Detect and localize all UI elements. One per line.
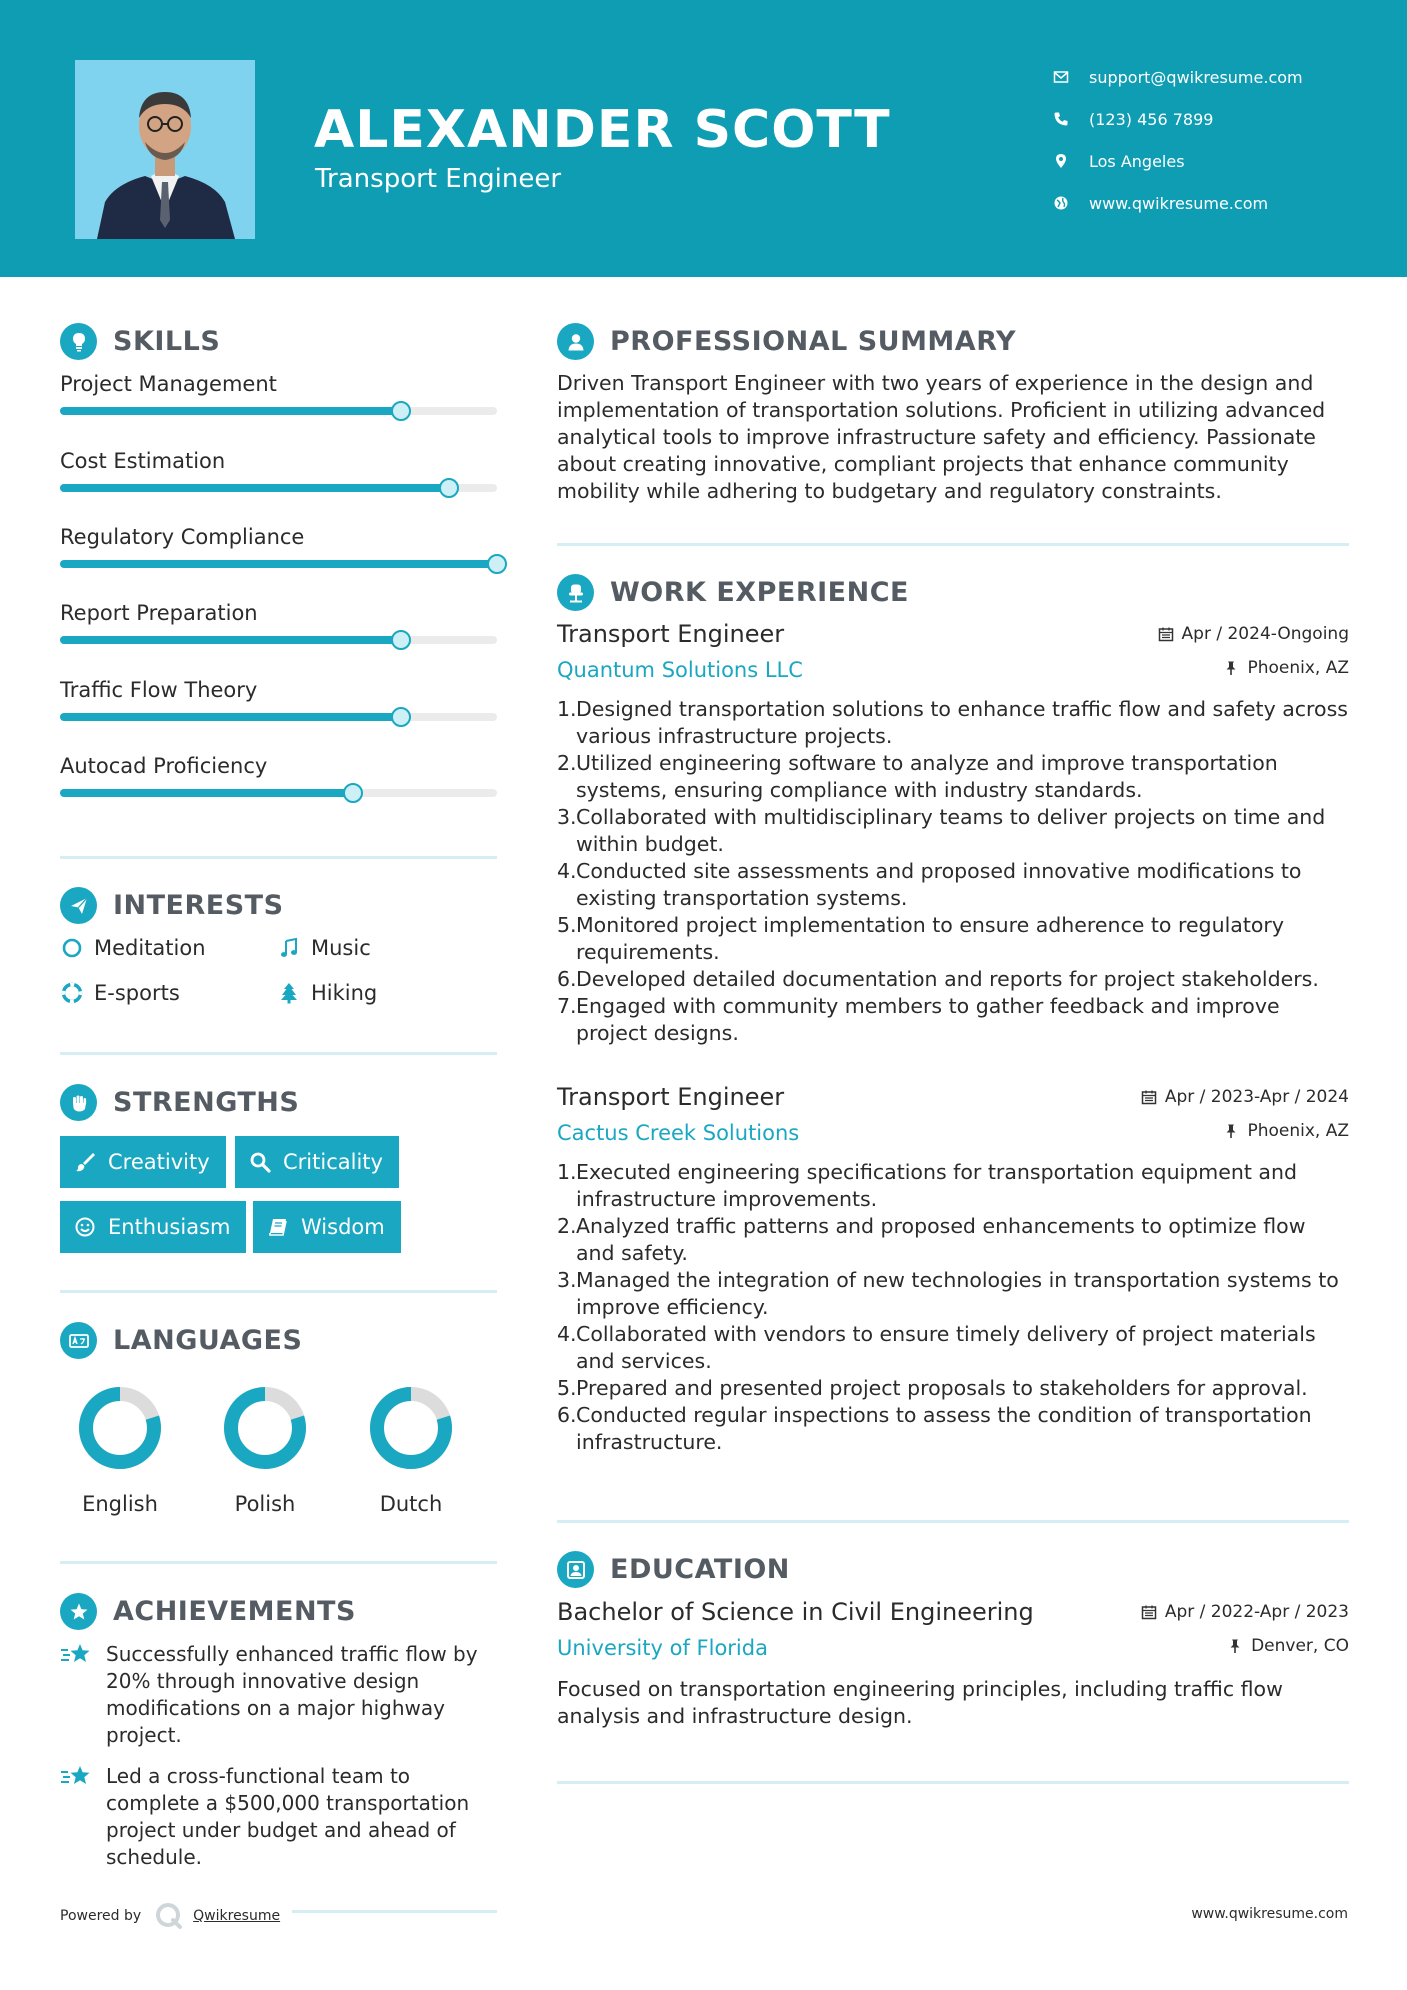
tree-icon (277, 981, 301, 1005)
bullet-text: Engaged with community members to gather feedback and improve project designs. (576, 994, 1280, 1045)
section-divider (60, 1290, 497, 1293)
resume-header (0, 0, 1407, 277)
job-bullet (557, 1402, 1349, 1456)
shooting-star-icon (60, 1763, 94, 1793)
interest-item (60, 981, 180, 1005)
skill-name: Regulatory Compliance (60, 525, 305, 549)
section-divider (557, 1520, 1349, 1523)
job-bullet (557, 912, 1349, 966)
education-degree: Bachelor of Science in Civil Engineering (557, 1598, 1034, 1626)
qwikresume-logo-icon (153, 1900, 185, 1932)
summary-heading (557, 323, 1016, 360)
interest-item (277, 981, 377, 1005)
bullet-number: 3. (557, 805, 577, 829)
job-bullet (557, 1267, 1349, 1321)
skill-name: Traffic Flow Theory (60, 678, 258, 702)
skills-heading (60, 323, 220, 360)
graduate-icon (557, 1551, 594, 1588)
job-bullet (557, 1375, 1349, 1402)
smiley-icon (74, 1216, 96, 1238)
strengths-heading (60, 1084, 299, 1121)
achievements-heading-label: ACHIEVEMENTS (113, 1596, 356, 1627)
bullet-number: 4. (557, 859, 577, 883)
languages-heading (60, 1322, 302, 1359)
job-bullet (557, 858, 1349, 912)
achievement-item (60, 1763, 500, 1871)
skill-bar-fill (60, 636, 401, 644)
bullet-number: 7. (557, 994, 577, 1018)
job-company: Cactus Creek Solutions (557, 1121, 800, 1145)
education-date (1141, 1602, 1349, 1622)
circle-icon (60, 936, 84, 960)
pushpin-icon (1223, 1123, 1239, 1139)
strength-badge (60, 1136, 226, 1188)
job-date-text: Apr / 2024-Ongoing (1181, 624, 1349, 644)
bullet-text: Developed detailed documentation and reports for project stakeholders. (576, 967, 1319, 991)
interest-label: Meditation (94, 936, 206, 960)
bullet-text: Prepared and presented project proposals to stakeholders for approval. (576, 1376, 1308, 1400)
powered-by (60, 1900, 280, 1932)
job-entry (557, 620, 1349, 1047)
skill-bar-knob (391, 630, 411, 650)
bullet-number: 2. (557, 1214, 577, 1238)
skill-bar-knob (391, 707, 411, 727)
education-school: University of Florida (557, 1636, 768, 1660)
job-bullet (557, 1213, 1349, 1267)
job-entry (557, 1083, 1349, 1456)
education-heading-label: EDUCATION (610, 1554, 790, 1585)
map-marker-icon (1053, 153, 1069, 169)
star-badge-icon (60, 1593, 97, 1630)
bullet-text: Conducted regular inspections to assess the condition of transportation infrastructure. (576, 1403, 1312, 1454)
education-description: Focused on transportation engineering principles, including traffic flow analysis and infrastructure design. (557, 1677, 1283, 1728)
globe-icon (1053, 195, 1069, 211)
achievement-item (60, 1641, 500, 1749)
language-proficiency-ring (221, 1384, 309, 1472)
job-date-text: Apr / 2023-Apr / 2024 (1164, 1087, 1349, 1107)
skill-item (60, 678, 497, 702)
skill-bar (60, 713, 497, 721)
language-name: Polish (234, 1492, 296, 1516)
skill-item (60, 754, 497, 778)
strength-label: Criticality (283, 1150, 383, 1174)
skill-bar-fill (60, 713, 401, 721)
language-item (195, 1384, 335, 1516)
job-bullet (557, 696, 1349, 750)
education-location (1227, 1636, 1349, 1656)
strength-badge (235, 1136, 399, 1188)
job-location (1223, 1121, 1349, 1141)
bullet-text: Monitored project implementation to ensure adherence to regulatory requirements. (576, 913, 1284, 964)
interests-heading (60, 887, 284, 924)
bullet-text: Analyzed traffic patterns and proposed enhancements to optimize flow and safety. (576, 1214, 1306, 1265)
skill-name: Cost Estimation (60, 449, 226, 473)
strength-label: Enthusiasm (108, 1215, 231, 1239)
calendar-icon (1158, 626, 1174, 642)
job-bullet-list (557, 696, 1349, 1047)
contact-email-text: support@qwikresume.com (1089, 67, 1303, 87)
paper-plane-icon (60, 887, 97, 924)
language-proficiency-ring (367, 1384, 455, 1472)
shooting-star-icon (60, 1641, 94, 1671)
section-divider (60, 1052, 497, 1055)
job-bullet (557, 1321, 1349, 1375)
interest-label: Music (311, 936, 371, 960)
skill-name: Report Preparation (60, 601, 258, 625)
book-icon (267, 1216, 289, 1238)
bullet-text: Collaborated with multidisciplinary teams to deliver projects on time and within budget. (576, 805, 1326, 856)
skill-bar-knob (343, 783, 363, 803)
experience-heading-label: WORK EXPERIENCE (610, 577, 909, 608)
language-proficiency-ring (76, 1384, 164, 1472)
interest-label: E-sports (94, 981, 180, 1005)
qwikresume-link[interactable]: Qwikresume (193, 1908, 281, 1924)
job-location-text: Phoenix, AZ (1247, 658, 1349, 678)
interest-item (277, 936, 371, 960)
footer-url[interactable]: www.qwikresume.com (1191, 1906, 1348, 1922)
powered-by-label: Powered by (60, 1908, 142, 1924)
skill-bar-fill (60, 560, 497, 568)
bullet-number: 1. (557, 697, 577, 721)
education-date-text: Apr / 2022-Apr / 2023 (1164, 1602, 1349, 1622)
contact-phone-text: (123) 456 7899 (1089, 109, 1214, 129)
pushpin-icon (1227, 1638, 1243, 1654)
education-location-text: Denver, CO (1251, 1636, 1349, 1656)
contact-phone[interactable] (1053, 98, 1303, 140)
interest-label: Hiking (311, 981, 378, 1005)
job-company: Quantum Solutions LLC (557, 658, 803, 682)
language-item (341, 1384, 481, 1516)
job-date (1141, 1087, 1349, 1107)
skill-bar-knob (487, 554, 507, 574)
contact-location-text: Los Angeles (1089, 151, 1185, 171)
job-bullet-list (557, 1159, 1349, 1456)
bullet-text: Designed transportation solutions to enhance traffic flow and safety across various infrastructure projects. (576, 697, 1348, 748)
person-portrait-image (75, 60, 255, 239)
music-note-icon (277, 936, 301, 960)
bullet-number: 5. (557, 1376, 577, 1400)
education-entry (557, 1598, 1349, 1730)
job-location (1223, 658, 1349, 678)
bullet-number: 5. (557, 913, 577, 937)
languages-heading-label: LANGUAGES (113, 1325, 303, 1356)
pushpin-icon (1223, 660, 1239, 676)
skill-bar (60, 789, 497, 797)
achievement-text: Successfully enhanced traffic flow by 20% through innovative design modifications on a major highway project. (106, 1642, 478, 1747)
summary-text: Driven Transport Engineer with two years of experience in the design and implementation of transportation solutions. Proficient in utilizing advanced analytical tools to improve infrastructure safety and efficiency. Passionate about creating innovative, compliant projects that enhance community mobility while adhering to budgetary and regulatory constraints. (557, 371, 1326, 503)
section-divider (557, 543, 1349, 546)
raised-fist-icon (60, 1084, 97, 1121)
strength-label: Wisdom (301, 1215, 385, 1239)
paintbrush-icon (74, 1151, 96, 1173)
skill-bar (60, 484, 497, 492)
contact-website-text: www.qwikresume.com (1089, 193, 1269, 213)
job-location-text: Phoenix, AZ (1247, 1121, 1349, 1141)
language-name: Dutch (379, 1492, 443, 1516)
skill-item (60, 525, 497, 549)
experience-heading (557, 574, 909, 611)
achievement-text: Led a cross-functional team to complete a $500,000 transportation project under budget and ahead of schedule. (106, 1764, 470, 1869)
section-divider (60, 856, 497, 859)
bullet-text: Conducted site assessments and proposed innovative modifications to existing transportation systems. (576, 859, 1302, 910)
job-bullet (557, 993, 1349, 1047)
calendar-icon (1141, 1089, 1157, 1105)
phone-icon (1053, 111, 1069, 127)
strengths-heading-label: STRENGTHS (113, 1087, 300, 1118)
candidate-name: ALEXANDER SCOTT (314, 100, 891, 160)
job-bullet (557, 804, 1349, 858)
skill-bar (60, 407, 497, 415)
job-bullet (557, 966, 1349, 993)
strength-label: Creativity (108, 1150, 210, 1174)
interests-heading-label: INTERESTS (113, 890, 284, 921)
achievements-heading (60, 1593, 356, 1630)
strength-badge (60, 1201, 246, 1253)
contact-list (1053, 56, 1303, 224)
office-chair-icon (557, 574, 594, 611)
contact-email[interactable] (1053, 56, 1303, 98)
skill-bar-fill (60, 484, 449, 492)
job-date (1158, 624, 1349, 644)
bullet-number: 6. (557, 1403, 577, 1427)
candidate-title: Transport Engineer (315, 164, 562, 194)
skills-heading-label: SKILLS (113, 326, 221, 357)
lightbulb-icon (60, 323, 97, 360)
user-icon (557, 323, 594, 360)
bullet-number: 2. (557, 751, 577, 775)
job-bullet (557, 1159, 1349, 1213)
summary-heading-label: PROFESSIONAL SUMMARY (610, 326, 1017, 357)
job-title: Transport Engineer (557, 1083, 785, 1111)
language-icon (60, 1322, 97, 1359)
bullet-text: Collaborated with vendors to ensure timely delivery of project materials and services. (576, 1322, 1316, 1373)
skill-item (60, 372, 497, 396)
contact-website[interactable] (1053, 182, 1303, 224)
bullet-number: 3. (557, 1268, 577, 1292)
skill-item (60, 601, 497, 625)
footer-line (292, 1910, 497, 1913)
bullet-text: Executed engineering specifications for transportation equipment and infrastructure improvements. (576, 1160, 1297, 1211)
bullet-text: Utilized engineering software to analyze and improve transportation systems, ensuring compliance with industry standards. (576, 751, 1278, 802)
section-divider (557, 1781, 1349, 1784)
bullet-number: 1. (557, 1160, 577, 1184)
job-title: Transport Engineer (557, 620, 785, 648)
section-divider (60, 1561, 497, 1564)
skill-item (60, 449, 497, 473)
magnifier-icon (249, 1151, 271, 1173)
bullet-number: 4. (557, 1322, 577, 1346)
language-item (50, 1384, 190, 1516)
calendar-icon (1141, 1604, 1157, 1620)
job-bullet (557, 750, 1349, 804)
lifebuoy-icon (60, 981, 84, 1005)
skill-bar (60, 636, 497, 644)
profile-photo (75, 60, 255, 239)
interest-item (60, 936, 206, 960)
skill-bar-fill (60, 407, 401, 415)
contact-location (1053, 140, 1303, 182)
language-name: English (82, 1492, 158, 1516)
skill-bar-fill (60, 789, 353, 797)
bullet-text: Managed the integration of new technologies in transportation systems to improve efficiency. (576, 1268, 1339, 1319)
skill-name: Project Management (60, 372, 277, 396)
skill-bar (60, 560, 497, 568)
strength-badge (253, 1201, 401, 1253)
skill-name: Autocad Proficiency (60, 754, 268, 778)
envelope-icon (1053, 69, 1069, 85)
skill-bar-knob (391, 401, 411, 421)
skill-bar-knob (439, 478, 459, 498)
education-heading (557, 1551, 790, 1588)
bullet-number: 6. (557, 967, 577, 991)
